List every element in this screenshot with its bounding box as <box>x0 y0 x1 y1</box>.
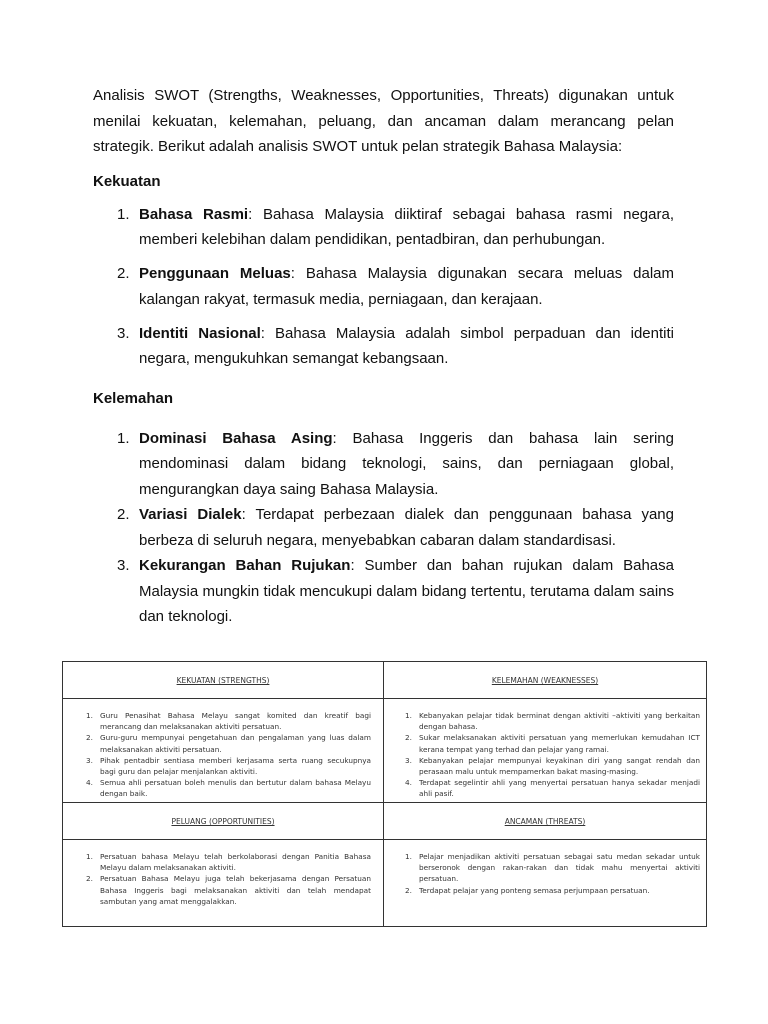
item-number: 4. <box>405 778 412 788</box>
item-number: 2. <box>117 506 130 523</box>
threats-header: ANCAMAN (THREATS) <box>383 803 706 840</box>
item-number: 1. <box>86 711 93 720</box>
table-list-item <box>85 873 371 907</box>
table-list-item <box>85 851 371 873</box>
item-number: 1. <box>86 852 93 861</box>
list-item <box>93 502 674 553</box>
item-number: 4. <box>86 778 93 788</box>
item-number: 1. <box>405 852 412 861</box>
list-item <box>93 202 674 253</box>
item-number: 2. <box>117 265 130 282</box>
item-text: Pihak pentadbir sentiasa memberi kerjasama serta ruang secukupnya bagi guru dan pelajar menjalankan aktiviti. <box>100 755 371 777</box>
table-list-item <box>404 777 700 799</box>
item-text: Persatuan bahasa Melayu telah berkolaborasi dengan Panitia Bahasa Melayu dalam melaksanakan aktiviti. <box>100 852 371 873</box>
kekuatan-list <box>93 202 674 372</box>
document-body <box>93 83 674 630</box>
item-text: : Bahasa Malaysia adalah simbol perpaduan dan identiti negara, mengukuhkan semangat kebangsaan. <box>139 324 674 367</box>
item-number: 2. <box>86 733 93 743</box>
item-number: 3. <box>117 557 130 574</box>
table-list-item <box>404 732 700 754</box>
item-text: Kebanyakan pelajar mempunyai keyakinan diri yang sangat rendah dan perasaan malu untuk mempamerkan bakat masing-masing. <box>419 755 700 777</box>
item-term: Identiti Nasional <box>139 324 261 342</box>
item-number: 1. <box>405 711 412 720</box>
item-text: Kebanyakan pelajar tidak berminat dengan aktiviti –aktiviti yang berkaitan dengan bahasa. <box>419 711 700 732</box>
item-number: 1. <box>117 429 130 447</box>
item-text: Semua ahli persatuan boleh menulis dan bertutur dalam bahasa Melayu dengan baik. <box>100 778 371 799</box>
item-text: Terdapat pelajar yang ponteng semasa perjumpaan persatuan. <box>419 885 650 895</box>
strengths-header: KEKUATAN (STRENGTHS) <box>63 662 383 699</box>
table-list-item <box>85 755 371 777</box>
list-item <box>93 553 674 630</box>
list-item <box>93 426 674 503</box>
item-text: : Bahasa Malaysia diiktiraf sebagai bahasa rasmi negara, memberi kelebihan dalam pendidikan, pentadbiran, dan perhubungan. <box>139 205 674 248</box>
table-list-item <box>85 732 371 754</box>
item-text: Sukar melaksanakan aktiviti persatuan yang memerlukan kemudahan ICT kerana tempat yang terhad dan pelajar yang ramai. <box>419 733 700 754</box>
kelemahan-list <box>93 426 674 630</box>
weaknesses-cell <box>383 699 706 803</box>
item-term: Penggunaan Meluas <box>139 265 291 282</box>
item-text: Guru-guru mempunyai pengetahuan dan pengalaman yang luas dalam melaksanakan aktiviti persatuan. <box>100 733 371 754</box>
item-text: Terdapat segelintir ahli yang menyertai persatuan hanya sekadar menjadi ahli pasif. <box>419 778 700 799</box>
table-list-item <box>404 710 700 732</box>
item-term: Bahasa Rasmi <box>139 205 249 223</box>
swot-table <box>62 661 707 927</box>
item-text: Pelajar menjadikan aktiviti persatuan sebagai satu medan sekadar untuk berseronok dengan rakan-rakan dan tidak mahu menyertai aktiviti persatuan. <box>419 852 700 884</box>
item-number: 1. <box>117 205 130 223</box>
table-list-item <box>85 777 371 799</box>
table-list-item <box>404 755 700 777</box>
threats-cell <box>383 840 706 926</box>
item-text: : Bahasa Inggeris dan bahasa lain sering mendominasi dalam bidang teknologi, sains, dan perniagaan global, mengurangkan daya saing Bahasa Malaysia. <box>139 429 674 498</box>
item-text: Persatuan Bahasa Melayu juga telah bekerjasama dengan Persatuan Bahasa Inggeris bagi melaksanakan aktiviti dan telah mendapat sambutan yang amat menggalakkan. <box>100 874 371 906</box>
item-number: 2. <box>405 733 412 743</box>
table-list-item <box>404 851 700 885</box>
item-term: Kekurangan Bahan Rujukan <box>139 557 351 574</box>
item-number: 3. <box>405 755 412 765</box>
item-term: Dominasi Bahasa Asing <box>139 429 333 447</box>
item-number: 3. <box>117 324 130 342</box>
kekuatan-heading: Kekuatan <box>93 172 161 190</box>
opportunities-cell <box>63 840 383 926</box>
item-text: : Sumber dan bahan rujukan dalam Bahasa Malaysia mungkin tidak mencukupi dalam bidang tertentu, terutama dalam sains dan teknologi. <box>139 557 674 625</box>
item-text: : Bahasa Malaysia digunakan secara meluas dalam kalangan rakyat, termasuk media, perniagaan, dan kerajaan. <box>139 265 674 308</box>
intro-paragraph: Analisis SWOT (Strengths, Weaknesses, Opportunities, Threats) digunakan untuk menilai kekuatan, kelemahan, peluang, dan ancaman dalam merancang pelan strategik. Berikut adalah analisis SWOT untuk pelan strategik Bahasa Malaysia: <box>93 87 674 155</box>
list-item <box>93 261 674 312</box>
item-term: Variasi Dialek <box>139 506 242 523</box>
opportunities-header: PELUANG (OPPORTUNITIES) <box>63 803 383 840</box>
table-list-item <box>404 885 700 896</box>
item-number: 3. <box>86 755 93 765</box>
table-list-item <box>85 710 371 732</box>
item-text: Guru Penasihat Bahasa Melayu sangat komited dan kreatif bagi merancang dan melaksanakan aktiviti persatuan. <box>100 711 371 732</box>
kelemahan-heading: Kelemahan <box>93 389 174 407</box>
item-number: 2. <box>86 874 93 884</box>
list-item <box>93 321 674 372</box>
item-number: 2. <box>405 885 412 895</box>
item-text: : Terdapat perbezaan dialek dan penggunaan bahasa yang berbeza di seluruh negara, menyebabkan cabaran dalam standardisasi. <box>139 506 674 549</box>
weaknesses-header: KELEMAHAN (WEAKNESSES) <box>383 662 706 699</box>
strengths-cell <box>63 699 383 803</box>
